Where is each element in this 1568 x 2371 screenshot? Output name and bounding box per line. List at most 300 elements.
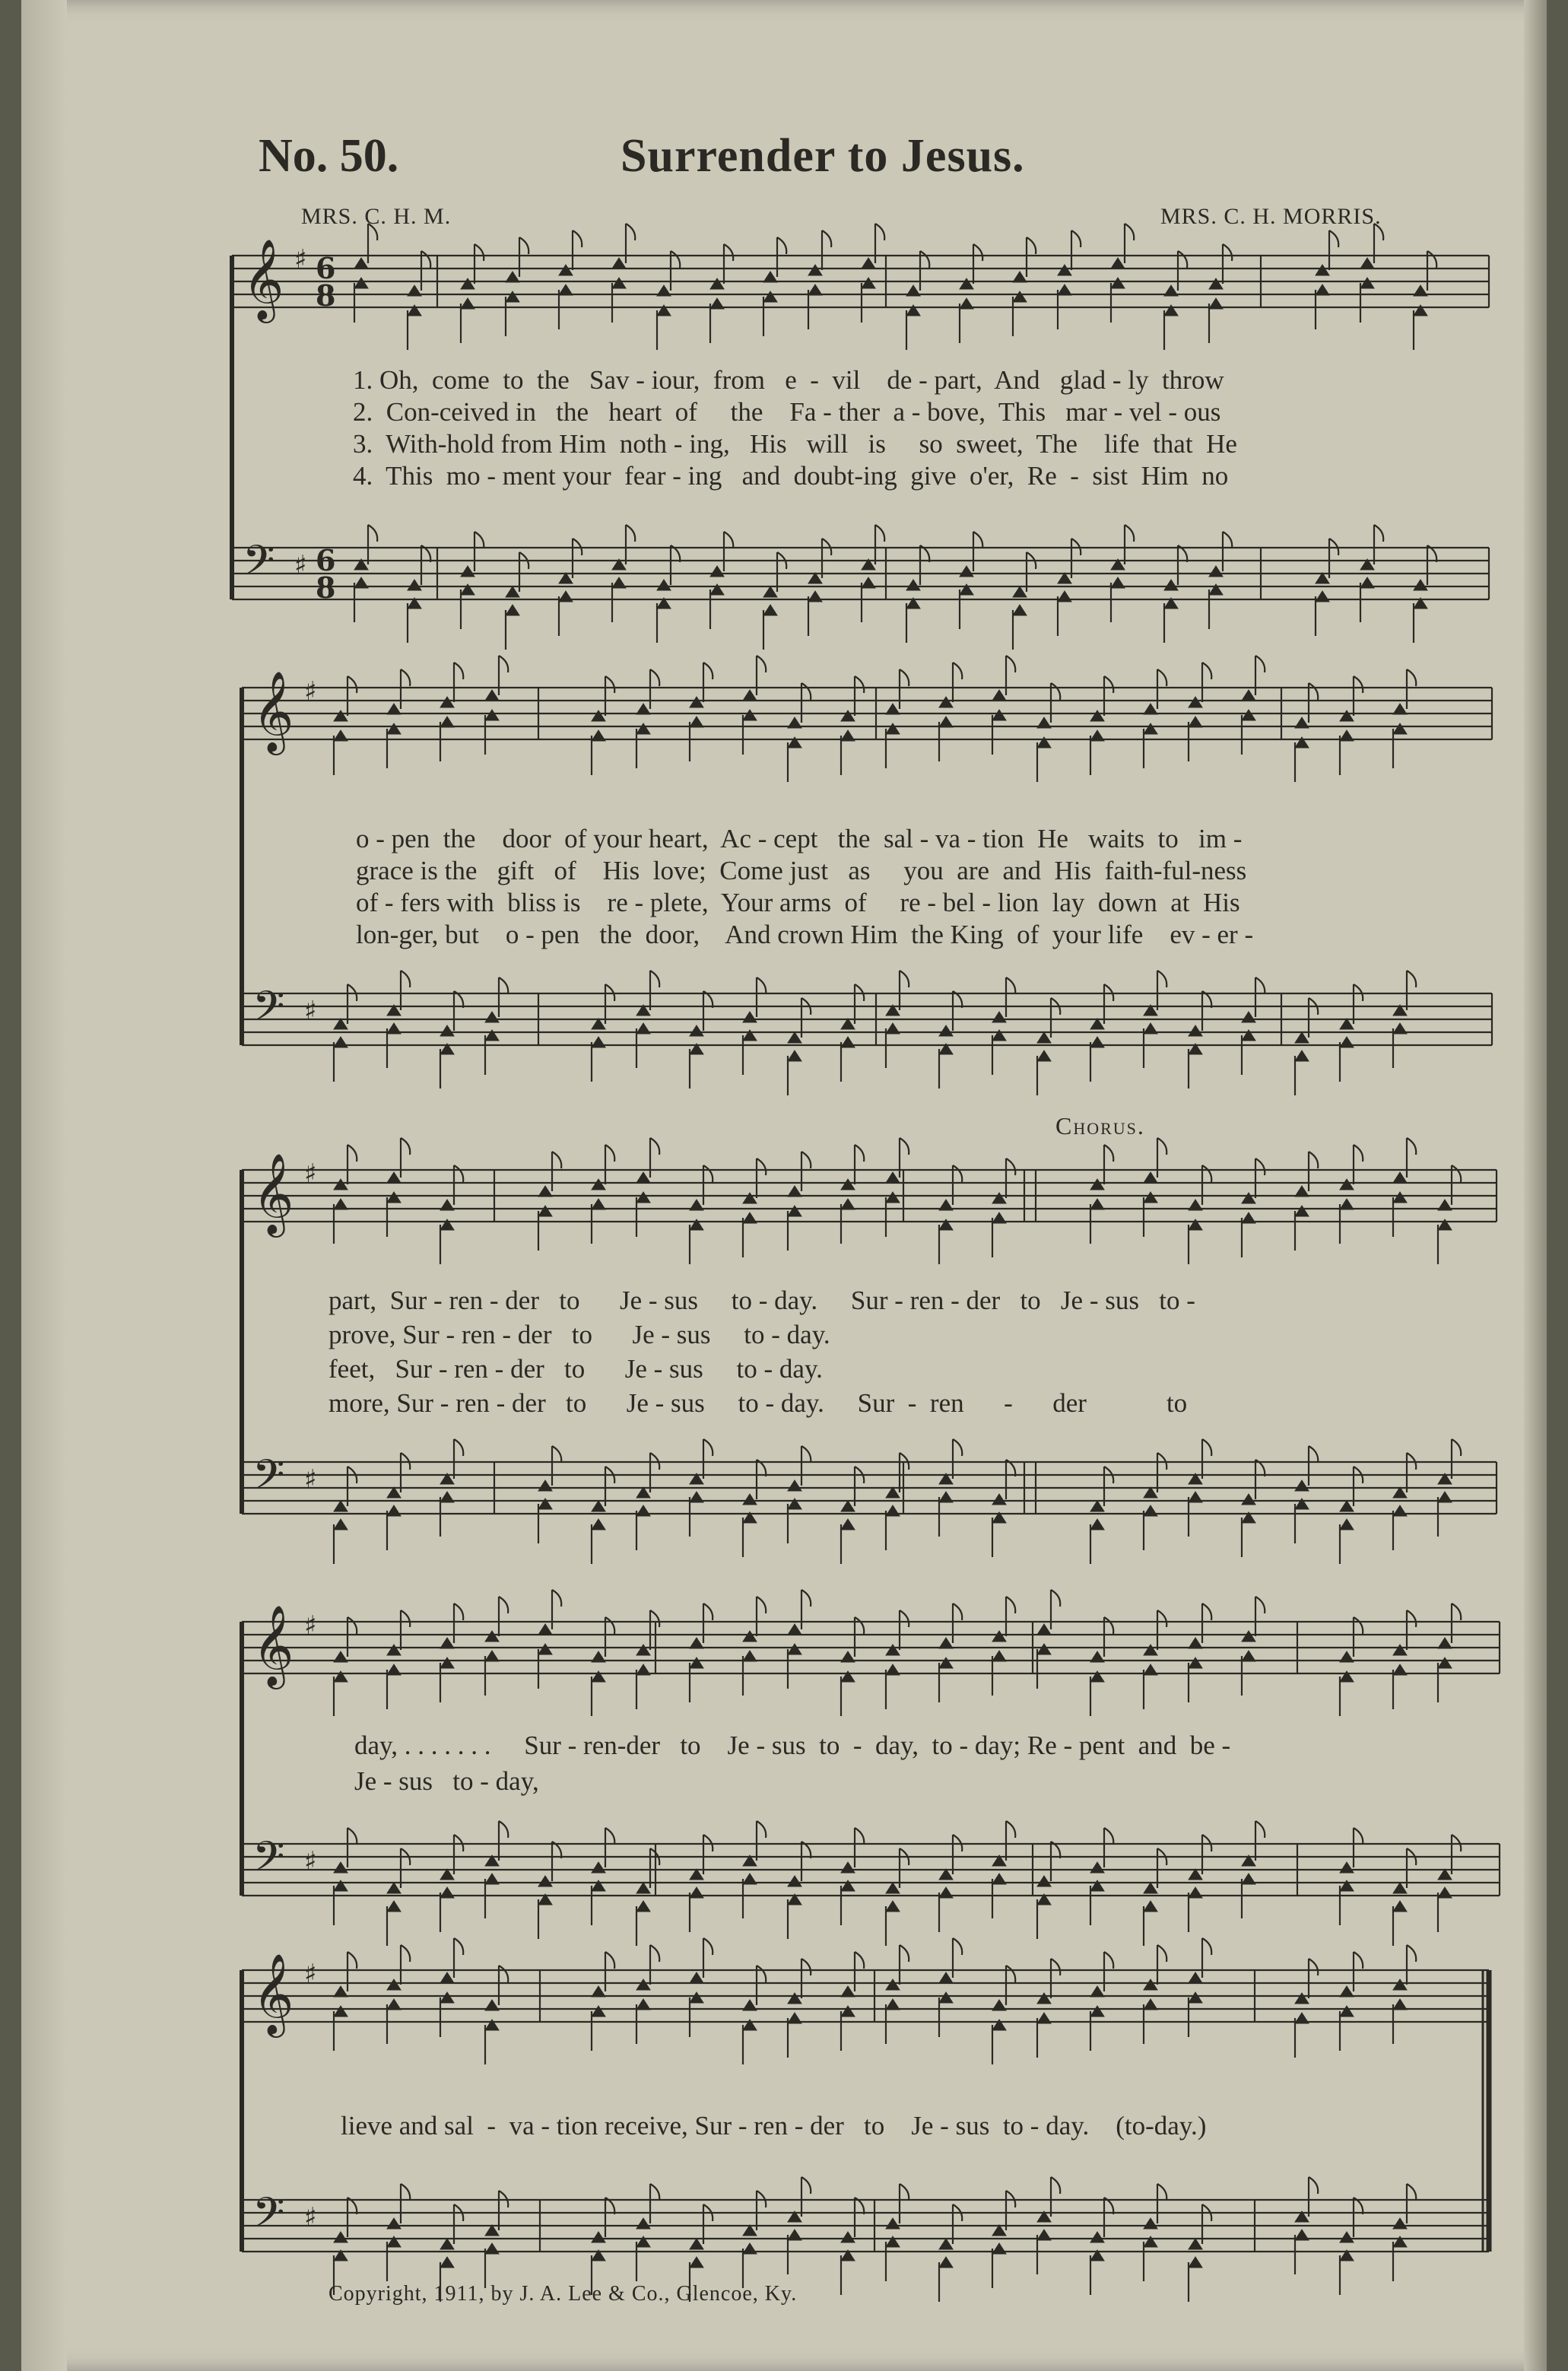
shape-notehead xyxy=(992,2000,1006,2010)
shape-notehead xyxy=(485,2243,499,2254)
shape-notehead xyxy=(485,2225,499,2236)
shape-notehead xyxy=(334,710,348,721)
shape-notehead xyxy=(1090,2006,1104,2017)
note-flag xyxy=(401,669,410,686)
shape-notehead xyxy=(841,1519,855,1530)
shape-notehead xyxy=(960,566,973,577)
shape-notehead xyxy=(387,723,401,734)
shape-notehead xyxy=(808,591,822,602)
note-flag xyxy=(552,1590,561,1607)
note-flag xyxy=(475,532,484,548)
shape-notehead xyxy=(636,704,650,714)
shape-notehead xyxy=(1090,2232,1104,2242)
note-flag xyxy=(1104,676,1113,693)
shape-notehead xyxy=(1340,1651,1354,1662)
shape-notehead xyxy=(592,1501,605,1511)
shape-notehead xyxy=(387,1505,401,1516)
shape-notehead xyxy=(354,278,368,288)
note-flag xyxy=(454,1938,463,1955)
shape-notehead xyxy=(334,1501,348,1511)
shape-notehead xyxy=(992,1213,1006,1223)
shape-notehead xyxy=(743,1651,757,1661)
shape-notehead xyxy=(1438,1657,1452,1668)
note-flag xyxy=(1125,224,1134,240)
shape-notehead xyxy=(690,1869,703,1880)
shape-notehead xyxy=(808,265,822,275)
shape-notehead xyxy=(992,1193,1006,1203)
lyric-line: more, Sur - ren - der to Je - sus to - day. Sur - ren - der to xyxy=(329,1388,1188,1418)
shape-notehead xyxy=(1189,1492,1202,1502)
shape-notehead xyxy=(592,2232,605,2242)
shape-notehead xyxy=(1393,1883,1407,1893)
shape-notehead xyxy=(906,580,920,590)
shape-notehead xyxy=(788,1993,801,2004)
shape-notehead xyxy=(1242,1494,1255,1505)
shape-notehead xyxy=(1340,730,1354,741)
note-flag xyxy=(1125,525,1134,542)
shape-notehead xyxy=(1037,717,1051,728)
bass-clef: 𝄢 xyxy=(252,1832,285,1891)
shape-notehead xyxy=(939,1887,953,1898)
shape-notehead xyxy=(960,278,973,289)
shape-notehead xyxy=(841,1199,855,1209)
shape-notehead xyxy=(992,2243,1006,2254)
shape-notehead xyxy=(538,1644,552,1654)
shape-notehead xyxy=(886,1645,900,1655)
note-flag xyxy=(499,977,508,994)
note-flag xyxy=(401,1945,410,1962)
shape-notehead xyxy=(408,580,421,590)
shape-notehead xyxy=(1360,278,1374,288)
shape-notehead xyxy=(538,1876,552,1886)
shape-notehead xyxy=(538,1186,552,1197)
shape-notehead xyxy=(1340,2006,1354,2017)
note-flag xyxy=(1452,1439,1461,1456)
words-credit: MRS. C. H. M. xyxy=(301,204,452,229)
shape-notehead xyxy=(1438,1869,1452,1880)
shape-notehead xyxy=(886,2218,900,2229)
shape-notehead xyxy=(1189,2257,1202,2268)
shape-notehead xyxy=(992,1651,1006,1661)
shape-notehead xyxy=(612,577,626,588)
shape-notehead xyxy=(334,1986,348,1997)
shape-notehead xyxy=(592,1199,605,1209)
note-flag xyxy=(650,1945,659,1962)
note-flag xyxy=(454,1603,463,1620)
shape-notehead xyxy=(334,2006,348,2017)
note-flag xyxy=(1223,244,1232,261)
note-flag xyxy=(1255,656,1265,672)
shape-notehead xyxy=(1037,1624,1051,1635)
note-flag xyxy=(1374,224,1383,240)
shape-notehead xyxy=(788,1186,801,1197)
shape-notehead xyxy=(1295,1993,1309,2004)
shape-notehead xyxy=(886,704,900,714)
shape-notehead xyxy=(939,1492,953,1502)
shape-notehead xyxy=(1189,1200,1202,1210)
note-flag xyxy=(1354,1617,1363,1634)
shape-notehead xyxy=(440,1972,454,1983)
shape-notehead xyxy=(1295,2230,1309,2240)
shape-notehead xyxy=(1209,278,1223,289)
shape-notehead xyxy=(1037,1876,1051,1886)
shape-notehead xyxy=(657,285,671,296)
shape-notehead xyxy=(334,1179,348,1190)
shape-notehead xyxy=(1393,704,1407,714)
treble-clef: 𝄞 xyxy=(252,670,294,752)
note-flag xyxy=(1202,1938,1211,1955)
shape-notehead xyxy=(538,1624,552,1635)
note-flag xyxy=(900,1138,909,1155)
shape-notehead xyxy=(1360,577,1374,588)
shape-notehead xyxy=(1037,1032,1051,1043)
note-flag xyxy=(973,244,982,261)
note-flag xyxy=(1006,1821,1015,1838)
shape-notehead xyxy=(334,2232,348,2242)
shape-notehead xyxy=(886,1979,900,1990)
note-flag xyxy=(1051,1959,1060,1975)
lyric-line: 1. Oh, come to the Sav - iour, from e - vil de - part, And glad - ly throw xyxy=(353,365,1224,395)
shape-notehead xyxy=(992,1631,1006,1642)
shape-notehead xyxy=(506,291,519,302)
shape-notehead xyxy=(690,1992,703,2003)
note-flag xyxy=(454,1165,463,1182)
shape-notehead xyxy=(1242,1012,1255,1022)
key-signature: ♯ xyxy=(294,244,307,275)
shape-notehead xyxy=(939,1992,953,2003)
shape-notehead xyxy=(1189,1638,1202,1648)
shape-notehead xyxy=(636,1023,650,1034)
note-flag xyxy=(1329,230,1338,247)
note-flag xyxy=(573,230,582,247)
shape-notehead xyxy=(485,1631,499,1642)
shape-notehead xyxy=(461,278,475,289)
note-flag xyxy=(348,1145,357,1162)
shape-notehead xyxy=(440,2239,454,2249)
shape-notehead xyxy=(862,577,875,588)
note-flag xyxy=(1407,1945,1416,1962)
note-flag xyxy=(1051,1590,1060,1607)
note-flag xyxy=(801,1590,811,1607)
shape-notehead xyxy=(387,1664,401,1675)
shape-notehead xyxy=(657,580,671,590)
note-flag xyxy=(401,1610,410,1627)
shape-notehead xyxy=(387,1023,401,1034)
shape-notehead xyxy=(1189,2239,1202,2249)
note-flag xyxy=(1309,1959,1318,1975)
shape-notehead xyxy=(1144,1505,1157,1516)
note-flag xyxy=(801,683,811,700)
shape-notehead xyxy=(886,1664,900,1675)
shape-notehead xyxy=(743,1012,757,1022)
shape-notehead xyxy=(841,2006,855,2017)
note-flag xyxy=(1452,1603,1461,1620)
shape-notehead xyxy=(788,1876,801,1886)
shape-notehead xyxy=(1144,1979,1157,1990)
shape-notehead xyxy=(538,1480,552,1491)
shape-notehead xyxy=(960,298,973,309)
shape-notehead xyxy=(592,1037,605,1047)
shape-notehead xyxy=(1316,591,1329,602)
shape-notehead xyxy=(387,1192,401,1203)
shape-notehead xyxy=(690,1657,703,1668)
note-flag xyxy=(703,1165,713,1182)
note-flag xyxy=(801,1152,811,1168)
note-flag xyxy=(1407,1138,1416,1155)
note-flag xyxy=(1407,669,1416,686)
shape-notehead xyxy=(743,1193,757,1203)
shape-notehead xyxy=(1037,1644,1051,1654)
note-flag xyxy=(1157,2184,1166,2201)
shape-notehead xyxy=(1058,591,1071,602)
time-signature-bottom: 8 xyxy=(316,571,336,605)
shape-notehead xyxy=(992,1494,1006,1505)
note-flag xyxy=(900,1610,909,1627)
shape-notehead xyxy=(1340,1519,1354,1530)
note-flag xyxy=(855,1145,864,1162)
shape-notehead xyxy=(1393,1505,1407,1516)
note-flag xyxy=(1104,1952,1113,1969)
shape-notehead xyxy=(1090,1651,1104,1662)
note-flag xyxy=(1407,971,1416,987)
shape-notehead xyxy=(1295,1186,1309,1197)
shape-notehead xyxy=(1295,717,1309,728)
shape-notehead xyxy=(440,1492,454,1502)
shape-notehead xyxy=(1295,1050,1309,1061)
note-flag xyxy=(1006,1597,1015,1613)
shape-notehead xyxy=(1393,1172,1407,1183)
shape-notehead xyxy=(1340,1986,1354,1997)
note-flag xyxy=(1202,1439,1211,1456)
chorus-label: Chorus. xyxy=(1055,1112,1145,1139)
shape-notehead xyxy=(1144,1645,1157,1655)
note-flag xyxy=(855,1828,864,1845)
shape-notehead xyxy=(506,605,519,615)
lyric-line: lon-ger, but o - pen the door, And crown Him the King of your life ev - er - xyxy=(356,920,1254,949)
shape-notehead xyxy=(743,2225,757,2236)
shape-notehead xyxy=(592,1179,605,1190)
shape-notehead xyxy=(710,278,724,289)
note-flag xyxy=(703,1603,713,1620)
note-flag xyxy=(1255,977,1265,994)
shape-notehead xyxy=(440,1025,454,1036)
shape-notehead xyxy=(1090,1199,1104,1209)
shape-notehead xyxy=(1144,1192,1157,1203)
shape-notehead xyxy=(1414,285,1427,296)
note-flag xyxy=(703,663,713,679)
shape-notehead xyxy=(1189,1869,1202,1880)
note-flag xyxy=(1407,2184,1416,2201)
shape-notehead xyxy=(1090,710,1104,721)
note-flag xyxy=(953,1439,962,1456)
shape-notehead xyxy=(1189,1657,1202,1668)
note-flag xyxy=(1354,1828,1363,1845)
note-flag xyxy=(1104,1617,1113,1634)
key-signature: ♯ xyxy=(304,1464,317,1495)
shape-notehead xyxy=(1242,710,1255,720)
note-flag xyxy=(605,1145,614,1162)
note-flag xyxy=(454,663,463,679)
lyric-line: Je - sus to - day, xyxy=(354,1766,539,1796)
note-flag xyxy=(1354,1952,1363,1969)
note-flag xyxy=(499,1821,508,1838)
note-flag xyxy=(801,1446,811,1463)
note-flag xyxy=(401,1138,410,1155)
shape-notehead xyxy=(992,710,1006,720)
note-flag xyxy=(900,971,909,987)
shape-notehead xyxy=(1438,1200,1452,1210)
note-flag xyxy=(953,663,962,679)
shape-notehead xyxy=(636,1192,650,1203)
shape-notehead xyxy=(440,1200,454,1210)
note-flag xyxy=(1309,1446,1318,1463)
shape-notehead xyxy=(1242,1651,1255,1661)
shape-notehead xyxy=(886,1901,900,1912)
shape-notehead xyxy=(1058,265,1071,275)
shape-notehead xyxy=(763,586,777,597)
bass-clef: 𝄢 xyxy=(252,1451,285,1509)
note-flag xyxy=(1104,1145,1113,1162)
shape-notehead xyxy=(636,1883,650,1893)
shape-notehead xyxy=(886,723,900,734)
note-flag xyxy=(1157,1138,1166,1155)
shape-notehead xyxy=(690,1972,703,1983)
note-flag xyxy=(650,669,659,686)
note-flag xyxy=(499,656,508,672)
note-flag xyxy=(605,1828,614,1845)
note-flag xyxy=(855,676,864,693)
note-flag xyxy=(703,1439,713,1456)
note-flag xyxy=(757,1597,766,1613)
shape-notehead xyxy=(612,258,626,269)
shape-notehead xyxy=(461,298,475,309)
shape-notehead xyxy=(387,704,401,714)
note-flag xyxy=(900,2184,909,2201)
shape-notehead xyxy=(939,1638,953,1648)
shape-notehead xyxy=(1013,605,1027,615)
shape-notehead xyxy=(1111,258,1125,269)
note-flag xyxy=(875,525,884,542)
shape-notehead xyxy=(939,717,953,727)
shape-notehead xyxy=(1393,1901,1407,1912)
shape-notehead xyxy=(1090,1519,1104,1530)
note-flag xyxy=(650,1138,659,1155)
lyric-line: feet, Sur - ren - der to Je - sus to - day. xyxy=(329,1354,823,1384)
shape-notehead xyxy=(690,1200,703,1210)
shape-notehead xyxy=(440,1869,454,1880)
shape-notehead xyxy=(592,730,605,741)
shape-notehead xyxy=(387,1979,401,1990)
note-flag xyxy=(920,251,929,268)
note-flag xyxy=(855,1617,864,1634)
note-flag xyxy=(1427,251,1436,268)
shape-notehead xyxy=(1164,580,1178,590)
treble-clef: 𝄞 xyxy=(252,1152,294,1234)
shape-notehead xyxy=(1090,730,1104,741)
note-flag xyxy=(822,230,831,247)
shape-notehead xyxy=(788,1206,801,1216)
shape-notehead xyxy=(743,1874,757,1884)
shape-notehead xyxy=(1242,690,1255,701)
note-flag xyxy=(1006,1966,1015,1982)
shape-notehead xyxy=(992,1874,1006,1884)
shape-notehead xyxy=(808,284,822,295)
shape-notehead xyxy=(1393,2218,1407,2229)
shape-notehead xyxy=(1189,1025,1202,1036)
treble-clef: 𝄞 xyxy=(243,238,284,319)
shape-notehead xyxy=(690,697,703,707)
shape-notehead xyxy=(636,1901,650,1912)
shape-notehead xyxy=(1144,1172,1157,1183)
shape-notehead xyxy=(387,1645,401,1655)
shape-notehead xyxy=(592,1519,605,1530)
shape-notehead xyxy=(1340,1037,1354,1047)
shape-notehead xyxy=(461,566,475,577)
shape-notehead xyxy=(906,285,920,296)
note-flag xyxy=(1202,663,1211,679)
note-flag xyxy=(519,237,528,254)
note-flag xyxy=(650,971,659,987)
time-signature-top: 6 xyxy=(316,543,336,577)
time-signature-bottom: 8 xyxy=(316,278,336,313)
note-flag xyxy=(348,1952,357,1969)
note-flag xyxy=(1178,251,1187,268)
shape-notehead xyxy=(1037,2230,1051,2240)
note-flag xyxy=(777,237,786,254)
shape-notehead xyxy=(387,1999,401,2010)
hymn-title: Surrender to Jesus. xyxy=(621,130,1025,182)
shape-notehead xyxy=(559,265,573,275)
shape-notehead xyxy=(636,1999,650,2010)
lyric-line: lieve and sal - va - tion receive, Sur - ren - der to Je - sus to - day. (to-day.) xyxy=(341,2111,1207,2141)
shape-notehead xyxy=(1209,566,1223,577)
note-flag xyxy=(626,224,635,240)
shape-notehead xyxy=(387,1883,401,1893)
note-flag xyxy=(1354,1145,1363,1162)
shape-notehead xyxy=(886,1505,900,1516)
shape-notehead xyxy=(334,1037,348,1047)
shape-notehead xyxy=(1144,704,1157,714)
note-flag xyxy=(1354,676,1363,693)
shape-notehead xyxy=(1144,1999,1157,2010)
shape-notehead xyxy=(1340,1862,1354,1873)
bass-clef: 𝄢 xyxy=(252,982,285,1041)
time-signature-top: 6 xyxy=(316,251,336,285)
shape-notehead xyxy=(1111,577,1125,588)
shape-notehead xyxy=(788,1050,801,1061)
shape-notehead xyxy=(1144,1883,1157,1893)
shape-notehead xyxy=(1242,1874,1255,1884)
shape-notehead xyxy=(690,1887,703,1898)
bass-clef: 𝄢 xyxy=(243,536,275,595)
shape-notehead xyxy=(387,1172,401,1183)
shape-notehead xyxy=(1438,1638,1452,1648)
key-signature: ♯ xyxy=(304,996,317,1026)
note-flag xyxy=(1255,1158,1265,1175)
note-flag xyxy=(671,251,680,268)
note-flag xyxy=(900,1945,909,1962)
shape-notehead xyxy=(841,1651,855,1662)
shape-notehead xyxy=(354,577,368,588)
shape-notehead xyxy=(334,730,348,741)
lyric-line: 4. This mo - ment your fear - ing and doubt-ing give o'er, Re - sist Him no xyxy=(353,461,1229,491)
note-flag xyxy=(1027,237,1036,254)
lyric-line: 3. With-hold from Him noth - ing, His will is so sweet, The life that He xyxy=(353,429,1237,459)
note-flag xyxy=(1006,1158,1015,1175)
shape-notehead xyxy=(440,1992,454,2003)
note-flag xyxy=(1051,2177,1060,2194)
shape-notehead xyxy=(440,717,454,727)
